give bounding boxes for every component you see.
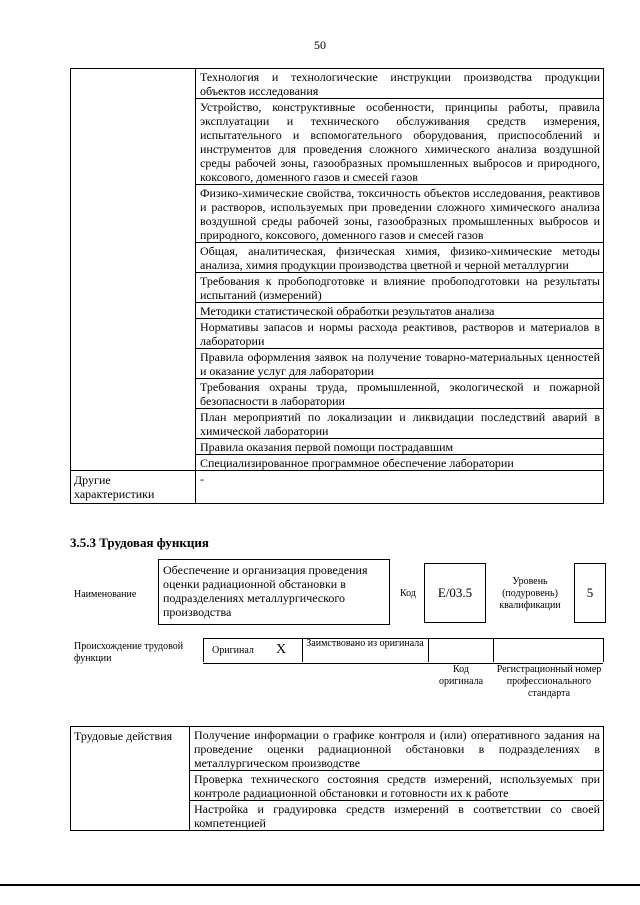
original-code-caption: Код оригинала [438, 664, 484, 687]
original-mark: X [276, 642, 287, 657]
function-name-value: Обеспечение и организация проведения оценки радиационной обстановки в подразделениях металлургического производства [158, 559, 390, 625]
knowledge-item: Технология и технологические инструкции производства продукции объектов исследования [196, 69, 604, 99]
page-number: 50 [314, 38, 326, 52]
knowledge-table [70, 68, 604, 504]
registration-number-caption: Регистрационный номер профессионального стандарта [496, 664, 602, 699]
knowledge-item: Нормативы запасов и нормы расхода реактивов, растворов и материалов в лаборатории [196, 319, 604, 349]
level-value: 5 [574, 563, 606, 623]
labor-action-item: Получение информации о графике контроля и (или) оперативного задания на проведение оценки радиационной обстановки в подразделениях в металлургическом производстве [190, 727, 604, 771]
function-code-value: E/03.5 [424, 563, 486, 623]
other-characteristics-label: Другие характеристики [71, 471, 196, 504]
divider [493, 638, 494, 662]
table-row [71, 727, 604, 771]
labor-action-item: Настройка и градуировка средств измерений в соответствии со своей компетенцией [190, 801, 604, 831]
knowledge-item: Специализированное программное обеспечение лаборатории [196, 455, 604, 471]
knowledge-item: Требования к пробоподготовке и влияние пробоподготовки на результаты испытаний (измерений) [196, 273, 604, 303]
knowledge-item: План мероприятий по локализации и ликвидации последствий аварий в химической лаборатории [196, 409, 604, 439]
section-title: 3.5.3 Трудовая функция [70, 535, 209, 550]
knowledge-item: Правила оформления заявок на получение товарно-материальных ценностей и оказание услуг для лаборатории [196, 349, 604, 379]
divider [603, 638, 604, 662]
origin-label: Происхождение трудовой функции [74, 641, 184, 664]
other-characteristics-value: - [196, 471, 604, 504]
divider [428, 638, 429, 662]
row-label-empty [71, 69, 196, 471]
original-label: Оригинал [212, 645, 254, 656]
labor-action-item: Проверка технического состояния средств измерений, используемых при контроле радиационной обстановки и готовности их к работе [190, 771, 604, 801]
table-row [71, 471, 604, 504]
borrowed-label: Заимствовано из оригинала [306, 638, 424, 649]
labor-actions-table [70, 726, 604, 831]
labor-actions-label: Трудовые действия [71, 727, 190, 831]
knowledge-item: Физико-химические свойства, токсичность объектов исследования, реактивов и растворов, используемых при проведении сложного химического анализа воздушной среды рабочей зоны, газообразных промышленных выбросов и природного, коксового, доменного газов и смесей газов [196, 185, 604, 243]
page-bottom-rule [0, 884, 640, 886]
code-label: Код [400, 588, 416, 599]
knowledge-item: Устройство, конструктивные особенности, принципы работы, правила эксплуатации и технического обслуживания средств измерения, испытательного и вспомогательного оборудования, приспособлений и инструментов для проведения сложного химического анализа воздушной среды рабочей зоны, газообразных промышленных выбросов и природного, коксового, доменного газов и смесей газов [196, 99, 604, 185]
name-label: Наименование [74, 589, 137, 600]
knowledge-item: Требования охраны труда, промышленной, экологической и пожарной безопасности в лаборатории [196, 379, 604, 409]
knowledge-item: Общая, аналитическая, физическая химия, физико-химические методы анализа, химия продукции производства цветной и черной металлургии [196, 243, 604, 273]
level-label: Уровень (подуровень) квалификации [499, 576, 561, 611]
knowledge-item: Правила оказания первой помощи пострадавшим [196, 439, 604, 455]
divider [203, 638, 204, 662]
table-row [71, 69, 604, 99]
knowledge-item: Методики статистической обработки результатов анализа [196, 303, 604, 319]
divider [302, 638, 303, 662]
